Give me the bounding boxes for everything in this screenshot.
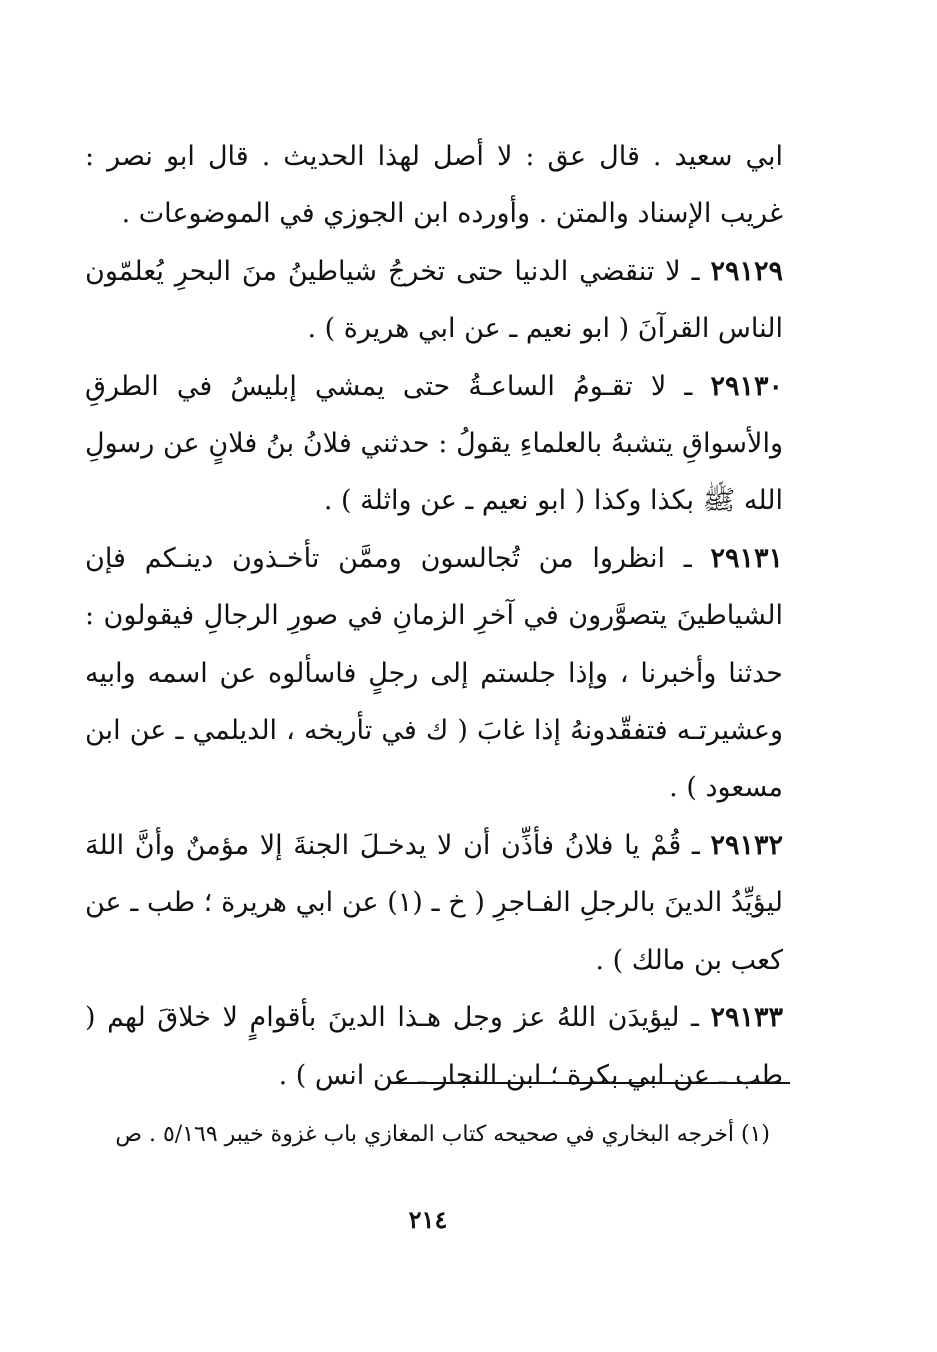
hadith-number: ٢٩١٣٠ bbox=[710, 370, 783, 402]
hadith-paragraph bbox=[85, 358, 783, 530]
main-text bbox=[85, 128, 783, 1104]
hadith-number: ٢٩١٢٩ bbox=[710, 255, 783, 287]
hadith-text: ـ ليؤيدَن اللهُ عز وجل هـذا الدينَ بأقوامٍ لا خلاقَ لهم ( طب ـ عن ابي بكرة ؛ ابن النجار ـ عن انس ) . bbox=[85, 1002, 783, 1091]
hadith-text: ـ لا تقـومُ الساعـةُ حتى يمشي إبليسُ في الطرقِ والأسواقِ يتشبهُ بالعلماءِ يقولُ : حدثني فلانُ بنُ فلانٍ عن رسولِ الله ﷺ بكذا وكذا ( ابو نعيم ـ عن واثلة ) . bbox=[85, 370, 783, 517]
hadith-paragraph bbox=[85, 989, 783, 1104]
paragraph-continuation bbox=[85, 128, 783, 243]
paragraph-text: ابي سعيد . قال عق : لا أصل لهذا الحديث . قال ابو نصر : غريب الإسناد والمتن . وأورده ابن الجوزي في الموضوعات . bbox=[85, 141, 783, 230]
hadith-number: ٢٩١٣٢ bbox=[710, 829, 783, 861]
footnote-divider bbox=[394, 1082, 790, 1084]
hadith-paragraph bbox=[85, 530, 783, 817]
hadith-text: ـ انظروا من تُجالسون وممَّن تأخـذون دينـكم فإن الشياطينَ يتصوَّرون في آخرِ الزمانِ في صورِ الرجالِ فيقولون : حدثنا وأخبرنا ، وإذا جلستم إلى رجلٍ فاسألوه عن اسمه وابيه وعشيرتـه فتفقّدونهُ إذا غابَ ( ك في تأريخه ، الديلمي ـ عن ابن مسعود ) . bbox=[85, 542, 783, 804]
hadith-text: ـ لا تنقضي الدنيا حتى تخرجُ شياطينُ منَ البحرِ يُعلمّون الناس القرآنَ ( ابو نعيم ـ عن ابي هريرة ) . bbox=[85, 255, 783, 345]
footnote: (١) أخرجه البخاري في صحيحه كتاب المغازي باب غزوة خيبر ٥/١٦٩ . ص bbox=[115, 1122, 770, 1147]
hadith-text: ـ قُمْ يا فلانُ فأذِّن أن لا يدخـلَ الجنةَ إلا مؤمنٌ وأنَّ اللهَ ليؤيِّدُ الدينَ بالرجلِ الفـاجرِ ( خ ـ (١) عن ابي هريرة ؛ طب ـ عن كعب بن مالك ) . bbox=[85, 829, 783, 976]
hadith-number: ٢٩١٣٣ bbox=[710, 1002, 783, 1034]
hadith-paragraph bbox=[85, 243, 783, 358]
hadith-number: ٢٩١٣١ bbox=[710, 542, 783, 574]
page-number: ٢١٤ bbox=[408, 1205, 448, 1234]
hadith-paragraph bbox=[85, 817, 783, 989]
